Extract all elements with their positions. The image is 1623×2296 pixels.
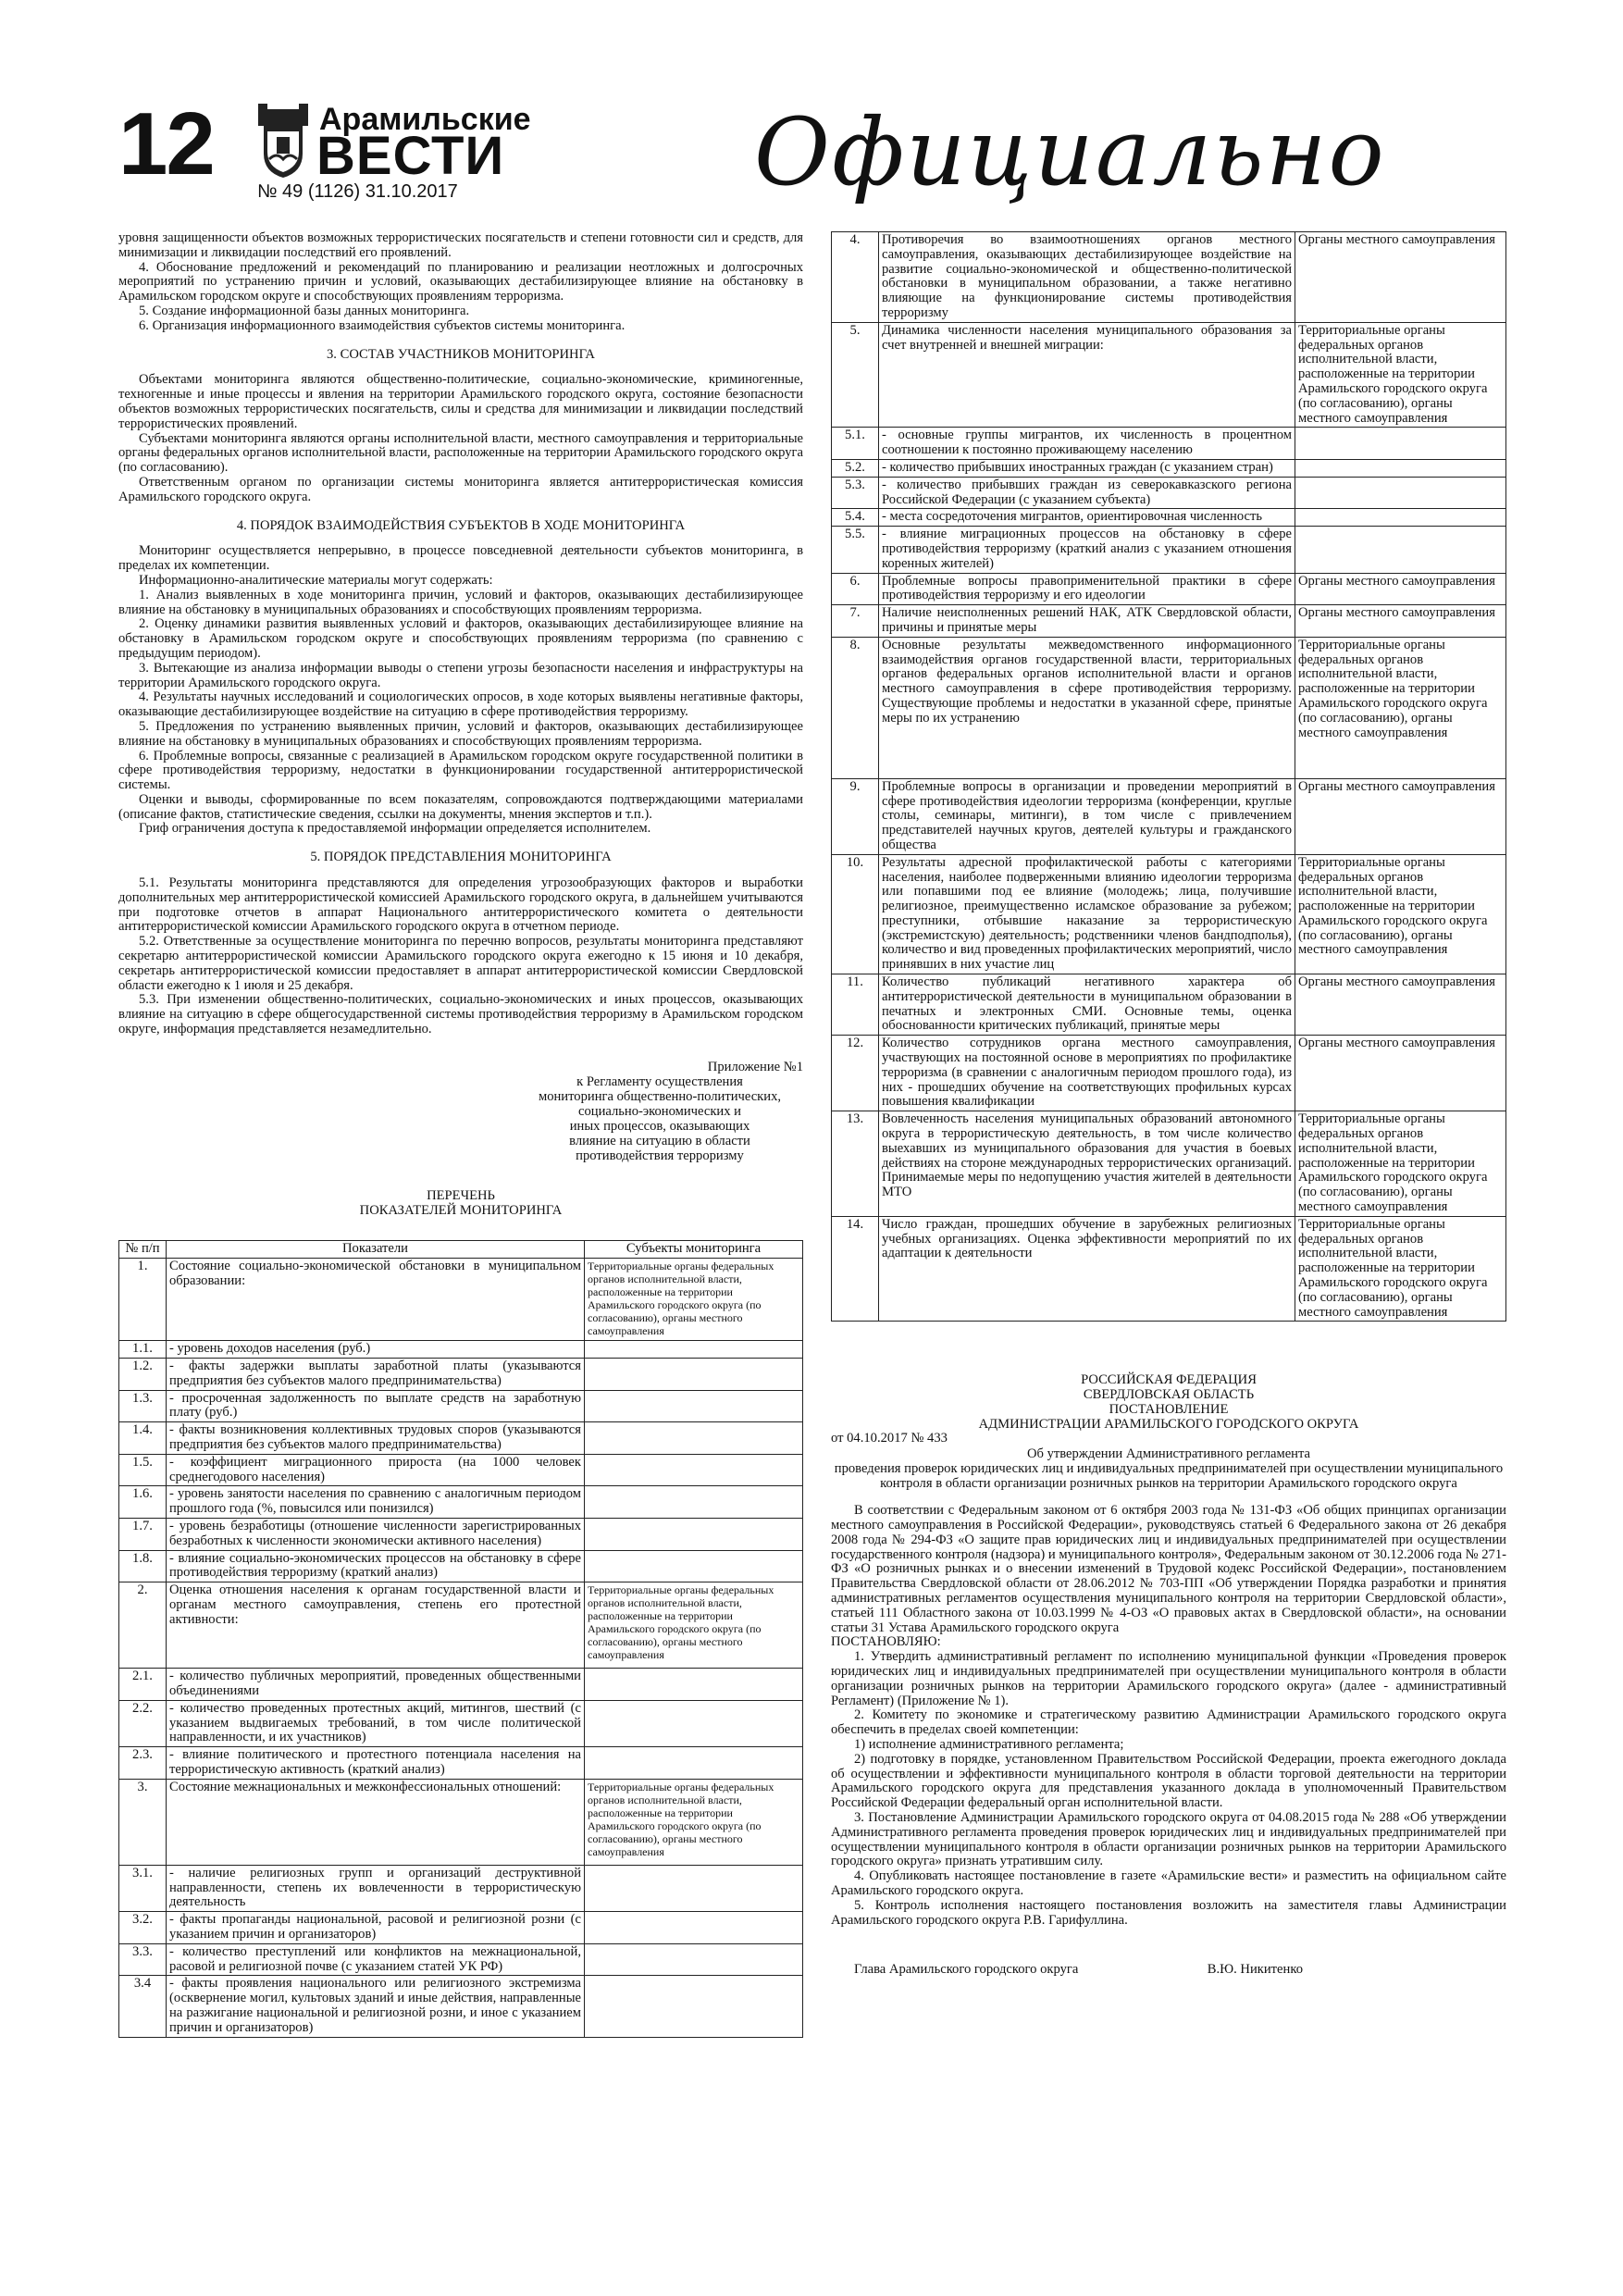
decree-heading-line: ПОСТАНОВЛЕНИЕ — [1109, 1402, 1229, 1418]
table-row — [119, 1912, 803, 1944]
indicator-text: Количество публикаций негативного характера об антитеррористической деятельности в муниципальном образовании в печатных и электронных СМИ. Основные темы, оценка обоснованности критических публикаций, принятые меры — [879, 974, 1295, 1036]
list-title-line: ПЕРЕЧЕНЬ — [427, 1187, 495, 1203]
row-number: 8. — [832, 637, 879, 778]
indicator-text: - факты пропаганды национальной, расовой и религиозной розни (с указанием причин и организаторов) — [167, 1912, 585, 1944]
appendix-line: иных процессов, оказывающих — [569, 1118, 750, 1134]
row-number: 7. — [832, 605, 879, 638]
paragraph: 6. Организация информационного взаимодействия субъектов системы мониторинга. — [139, 317, 626, 333]
indicator-text: Число граждан, прошедших обучение в зарубежных религиозных учебных организациях. Оценка эффективности мероприятий по их адаптации к деятельности — [879, 1216, 1295, 1322]
section-heading: 3. СОСТАВ УЧАСТНИКОВ МОНИТОРИНГА — [327, 346, 595, 362]
monitoring-subjects: Органы местного самоуправления — [1295, 778, 1506, 854]
appendix-line: влияние на ситуацию в области — [569, 1133, 750, 1148]
decree-item: 1) исполнение административного регламента; — [854, 1736, 1124, 1752]
row-number: 1.1. — [119, 1341, 167, 1359]
table-row — [119, 1422, 803, 1455]
paragraph: 1. Анализ выявленных в ходе мониторинга причин, условий и факторов, оказывающих дестабилизирующее влияние на обстановку в муниципальных образованиях и способствующих проявлениям терроризма. — [118, 587, 803, 617]
indicator-text: Вовлеченность населения муниципальных образований автономного округа в террористическую деятельность, в том числе количество выехавших из муниципального образования для участия в боевых действиях на стороне международных террористических организаций. Принимаемые меры по недопущению участия жителей в деятельности МТО — [879, 1111, 1295, 1217]
row-number: 5.2. — [832, 459, 879, 477]
paragraph: 5. Предложения по устранению выявленных причин, условий и факторов, оказывающих дестабилизирующее влияние на обстановку в муниципальных образованиях и способствующих проявлениям терроризма. — [118, 718, 803, 749]
appendix-line: Приложение №1 — [707, 1059, 803, 1074]
indicator-text: - влияние политического и протестного потенциала населения на террористическую активность (краткий анализ) — [167, 1747, 585, 1780]
monitoring-subjects: Территориальные органы федеральных органов исполнительной власти, расположенные на территории Арамильского городского округа (по согласованию), органы местного самоуправления — [585, 1779, 803, 1865]
indicator-text: - уровень занятости населения по сравнению с аналогичным периодом прошлого года (%, повысился или понизился) — [167, 1486, 585, 1519]
indicator-text: - количество прибывших иностранных граждан (с указанием стран) — [879, 459, 1295, 477]
indicators-table-continued — [831, 231, 1506, 1322]
table-row — [119, 1454, 803, 1486]
monitoring-subjects: Территориальные органы федеральных органов исполнительной власти, расположенные на территории Арамильского городского округа (по согласованию), органы местного самоуправления — [1295, 637, 1506, 778]
table-row — [832, 322, 1506, 428]
coat-of-arms-icon — [254, 104, 312, 180]
left-column — [118, 231, 803, 2038]
paragraph: 2. Оценку динамики развития выявленных условий и факторов, оказывающих дестабилизирующее влияние на обстановку в Арамильском городском округе и способствующих проявлениям терроризма (по сравнению с предыдущим периодом). — [118, 616, 803, 661]
indicator-text: - уровень доходов населения (руб.) — [167, 1341, 585, 1359]
row-number: 11. — [832, 974, 879, 1036]
table-row — [119, 1700, 803, 1746]
indicator-text: Результаты адресной профилактической работы с категориями населения, наиболее подверженными влиянию идеологии терроризма или попавшими под ее влияние (молодежь; лица, получившие религиозное, преимущественно исламское образование за рубежом; преступники, отбывшие наказание за террористическую (экстремистскую) деятельность; родственники членов бандподполья), количество и вид проведенных профилактических мероприятий, число принявших в них участие лиц — [879, 854, 1295, 974]
table-row — [832, 1111, 1506, 1217]
paragraph: Мониторинг осуществляется непрерывно, в процессе повседневной деятельности субъектов мониторинга, в пределах их компетенции. — [118, 543, 803, 574]
monitoring-subjects: Органы местного самоуправления — [1295, 974, 1506, 1036]
table-row — [119, 1341, 803, 1359]
decree-item: 1. Утвердить административный регламент по исполнению муниципальной функции «Проведения проверок юридических лиц и индивидуальных предпринимателей при осуществлении муниципального контроля в области организации розничных рынков на территории Арамильского городского округа» (далее - административный Регламент) (Приложение № 1). — [831, 1649, 1506, 1708]
monitoring-subjects: Территориальные органы федеральных органов исполнительной власти, расположенные на территории Арамильского городского округа (по согласованию), органы местного самоуправления — [1295, 322, 1506, 428]
indicator-text: Наличие неисполненных решений НАК, АТК Свердловской области, причины и принятые меры — [879, 605, 1295, 638]
monitoring-subjects — [585, 1390, 803, 1422]
table-row — [832, 428, 1506, 460]
monitoring-subjects — [585, 1519, 803, 1551]
row-number: 1.2. — [119, 1359, 167, 1391]
list-title — [118, 1189, 803, 1219]
table-row — [832, 509, 1506, 527]
table-row — [119, 1779, 803, 1865]
table-header-cell: № п/п — [119, 1241, 167, 1259]
table-row — [119, 1359, 803, 1391]
table-row — [119, 1943, 803, 1976]
decree-item: 5. Контроль исполнения настоящего постановления возложить на заместителя главы Администрации Арамильского городского округа Р.В. Гарифуллина. — [831, 1897, 1506, 1928]
table-row — [119, 1486, 803, 1519]
row-number: 2. — [119, 1582, 167, 1669]
table-row — [832, 854, 1506, 974]
paragraph: 5.2. Ответственные за осуществление мониторинга по перечню вопросов, результаты мониторинга представляют секретарю антитеррористической комиссии Арамильского городского округа ежегодно к 15 июня и 10 декабря, секретарь антитеррористической комиссии предоставляет в аппарат антитеррористической комиссии Свердловской области ежегодно к 1 июля и 25 декабря. — [118, 934, 803, 993]
issue-info: № 49 (1126) 31.10.2017 — [257, 181, 458, 202]
decree-item: 2. Комитету по экономике и стратегическому развитию Администрации Арамильского городского округа обеспечить в пределах своей компетенции: — [831, 1707, 1506, 1738]
row-number: 5.5. — [832, 527, 879, 573]
page-number: 12 — [118, 94, 214, 193]
indicator-text: - коэффициент миграционного прироста (на 1000 человек среднегодового населения) — [167, 1454, 585, 1486]
section-title: Официально — [754, 98, 1386, 206]
paragraph: Ответственным органом по организации системы мониторинга является антитеррористическая комиссия Арамильского городского округа. — [118, 474, 803, 504]
page-header — [0, 0, 1623, 222]
indicator-text: - факты возникновения коллективных трудовых споров (указываются предприятия без субъектов малого предпринимательства) — [167, 1422, 585, 1455]
row-number: 9. — [832, 778, 879, 854]
row-number: 1.7. — [119, 1519, 167, 1551]
decree-title-line: проведения проверок юридических лиц и индивидуальных предпринимателей при осуществлении муниципального контроля в области организации розничных рынков на территории Арамильского городского округа — [834, 1461, 1504, 1492]
decree-heading-line: АДМИНИСТРАЦИИ АРАМИЛЬСКОГО ГОРОДСКОГО ОКРУГА — [978, 1417, 1359, 1433]
table-row — [832, 974, 1506, 1036]
section-heading: 5. ПОРЯДОК ПРЕДСТАВЛЕНИЯ МОНИТОРИНГА — [310, 850, 612, 865]
row-number: 1.8. — [119, 1550, 167, 1582]
monitoring-subjects — [585, 1747, 803, 1780]
indicator-text: Динамика численности населения муниципального образования за счет внутренней и внешней миграции: — [879, 322, 1295, 428]
monitoring-subjects — [585, 1865, 803, 1911]
monitoring-subjects: Органы местного самоуправления — [1295, 573, 1506, 605]
table-row — [832, 232, 1506, 323]
indicator-text: Проблемные вопросы в организации и проведении мероприятий в сфере противодействия идеологии терроризма (конференции, круглые столы, семинары, митинги), в том числе с привлечением представителей научных кругов, деятелей культуры и гражданского общества — [879, 778, 1295, 854]
monitoring-subjects — [585, 1454, 803, 1486]
indicator-text: - факты задержки выплаты заработной платы (указываются предприятия без субъектов малого предпринимательства) — [167, 1359, 585, 1391]
appendix-line: к Регламенту осуществления — [576, 1074, 743, 1089]
paragraph: 5.1. Результаты мониторинга представляются для определения угрозообразующих факторов и выработки дополнительных мер антитеррористической комиссией Арамильского городского округа, в дальнейшем учитываются при подготовке отчетов в аппарат Национального антитеррористического комитета о деятельности антитеррористической комиссии Арамильского городского округа в отчетном периоде. — [118, 875, 803, 935]
monitoring-subjects — [1295, 477, 1506, 509]
table-row — [832, 573, 1506, 605]
paragraph: 6. Проблемные вопросы, связанные с реализацией в Арамильском городском округе государственной политики в сфере противодействия терроризму, недостатки в функционировании государственной антитеррористической системы. — [118, 748, 803, 793]
indicator-text: - места сосредоточения мигрантов, ориентировочная численность — [879, 509, 1295, 527]
monitoring-subjects — [585, 1359, 803, 1391]
indicator-text: Оценка отношения населения к органам государственной власти и органам местного самоуправления, степень его протестной активности: — [167, 1582, 585, 1669]
monitoring-subjects: Территориальные органы федеральных органов исполнительной власти, расположенные на территории Арамильского городского округа (по согласованию), органы местного самоуправления — [1295, 1111, 1506, 1217]
row-number: 3.4 — [119, 1976, 167, 2037]
monitoring-subjects — [585, 1912, 803, 1944]
list-title-line: ПОКАЗАТЕЛЕЙ МОНИТОРИНГА — [359, 1202, 563, 1218]
logo-subtitle: Арамильские — [319, 102, 531, 137]
decree-item: 4. Опубликовать настоящее постановление в газете «Арамильские вести» и разместить на официальном сайте Арамильского городского округа. — [831, 1868, 1506, 1898]
decree-heading-line: СВЕРДЛОВСКАЯ ОБЛАСТЬ — [1083, 1387, 1255, 1403]
paragraph: 5.3. При изменении общественно-политических, социально-экономических и иных процессов, оказывающих влияние на ситуацию в сфере общегосударственной системы противодействия терроризму в Арамильском городском округе, информация представляется незамедлительно. — [118, 992, 803, 1037]
signature-line — [831, 1963, 1506, 1978]
paragraph: 4. Обоснование предложений и рекомендаций по планированию и реализации неотложных и долгосрочных мероприятий по устранению причин и условий, оказывающих дестабилизирующее влияние на обстановку в Арамильском городском округе и способствующих проявлениям терроризма. — [118, 259, 803, 304]
row-number: 5.3. — [832, 477, 879, 509]
row-number: 1.4. — [119, 1422, 167, 1455]
row-number: 3.3. — [119, 1943, 167, 1976]
table-row — [832, 477, 1506, 509]
indicator-text: - наличие религиозных групп и организаций деструктивной направленности, степень их вовлеченности в террористическую деятельность — [167, 1865, 585, 1911]
row-number: 14. — [832, 1216, 879, 1322]
indicator-text: Состояние межнациональных и межконфессиональных отношений: — [167, 1779, 585, 1865]
table-row — [832, 605, 1506, 638]
decree — [831, 1372, 1506, 1978]
table-row — [832, 459, 1506, 477]
row-number: 5.1. — [832, 428, 879, 460]
row-number: 2.1. — [119, 1669, 167, 1701]
decree-preamble: В соответствии с Федеральным законом от 6 октября 2003 года № 131-ФЗ «Об общих принципах организации местного самоуправления в Российской Федерации», руководствуясь статьей 6 Федерального закона от 26 декабря 2008 года № 294-ФЗ «О защите прав юридических лиц и индивидуальных предпринимателей при осуществлении государственного контроля (надзора) и муниципального контроля», Федеральным законом от 30.12.2006 года № 271-ФЗ «О розничных рынках и о внесении изменений в Трудовой кодекс Российской Федерации», постановлением Правительства Свердловской области от 28.06.2012 № 703-ПП «Об утверждении Порядка разработки и принятия административных регламентов осуществления муниципального контроля на территории Свердловской области», статьей 111 Областного закона от 10.03.1999 № 4-ОЗ «О правовых актах в Свердловской области», на основании статьи 31 Устава Арамильского городского округа — [831, 1503, 1506, 1635]
table-row — [832, 637, 1506, 778]
row-number: 2.2. — [119, 1700, 167, 1746]
monitoring-subjects — [585, 1422, 803, 1455]
logo-title: ВЕСТИ — [316, 126, 505, 186]
monitoring-subjects: Территориальные органы федеральных органов исполнительной власти, расположенные на территории Арамильского городского округа (по согласованию), органы местного самоуправления — [1295, 1216, 1506, 1322]
table-row — [832, 778, 1506, 854]
decree-resolve: ПОСТАНОВЛЯЮ: — [831, 1634, 941, 1650]
table-header-cell: Субъекты мониторинга — [585, 1241, 803, 1259]
row-number: 1.3. — [119, 1390, 167, 1422]
appendix-line: противодействия терроризму — [576, 1148, 744, 1163]
table-row — [119, 1259, 803, 1341]
appendix-line: мониторинга общественно-политических, — [538, 1088, 782, 1104]
monitoring-subjects: Территориальные органы федеральных органов исполнительной власти, расположенные на территории Арамильского городского округа (по согласованию), органы местного самоуправления — [585, 1259, 803, 1341]
indicator-text: - просроченная задолженность по выплате средств на заработную плату (руб.) — [167, 1390, 585, 1422]
row-number: 12. — [832, 1036, 879, 1111]
monitoring-subjects — [1295, 459, 1506, 477]
decree-item: 3. Постановление Администрации Арамильского городского округа от 04.08.2015 года № 288 «Об утверждении Административного регламента проведения проверок юридических лиц и индивидуальных предпринимателей при осуществлении муниципального контроля в области организации розничных рынков на территории Арамильского городского округа» признать утратившим силу. — [831, 1809, 1506, 1869]
row-number: 1.5. — [119, 1454, 167, 1486]
paragraph: 4. Результаты научных исследований и социологических опросов, в ходе которых выявлены негативные факторы, оказывающие дестабилизирующее воздействие на ситуацию в сфере противодействия терроризму. — [118, 689, 803, 720]
monitoring-subjects — [1295, 527, 1506, 573]
monitoring-subjects — [585, 1550, 803, 1582]
signature-title: Глава Арамильского городского округа — [854, 1962, 1079, 1978]
indicators-table — [118, 1240, 803, 2037]
indicator-text: - количество публичных мероприятий, проведенных общественными объединениями — [167, 1669, 585, 1701]
indicator-text: Состояние социально-экономической обстановки в муниципальном образовании: — [167, 1259, 585, 1341]
table-row — [832, 1036, 1506, 1111]
row-number: 5. — [832, 322, 879, 428]
monitoring-subjects — [585, 1943, 803, 1976]
appendix-line: социально-экономических и — [577, 1103, 741, 1119]
monitoring-subjects: Территориальные органы федеральных органов исполнительной власти, расположенные на территории Арамильского городского округа (по согласованию), органы местного самоуправления — [1295, 854, 1506, 974]
indicator-text: - количество проведенных протестных акций, митингов, шествий (с указанием выдвигаемых требований, в том числе политической направленности, и их участников) — [167, 1700, 585, 1746]
monitoring-subjects — [585, 1976, 803, 2037]
indicator-text: Основные результаты межведомственного информационного взаимодействия органов государственной власти, территориальных органов федеральных органов исполнительной власти и органов местного самоуправления в сфере противодействия терроризму. Существующие проблемы и недостатки в указанной сфере, принятые меры по их устранению — [879, 637, 1295, 778]
row-number: 1. — [119, 1259, 167, 1341]
appendix-note — [516, 1060, 803, 1163]
right-column — [831, 231, 1506, 1978]
table-row — [119, 1865, 803, 1911]
section-heading: 4. ПОРЯДОК ВЗАИМОДЕЙСТВИЯ СУБЪЕКТОВ В ХОДЕ МОНИТОРИНГА — [236, 517, 686, 533]
decree-date: от 04.10.2017 № 433 — [831, 1431, 948, 1446]
row-number: 2.3. — [119, 1747, 167, 1780]
paragraph: Информационно-аналитические материалы могут содержать: — [139, 572, 493, 588]
indicator-text: - влияние миграционных процессов на обстановку в сфере противодействия терроризму (краткий анализ с указанием отношения коренных жителей) — [879, 527, 1295, 573]
table-row — [119, 1976, 803, 2037]
paragraph: уровня защищенности объектов возможных террористических посягательств и степени готовности сил и средств, для минимизации и ликвидации последствий его проявлений. — [118, 230, 803, 260]
indicator-text: - количество прибывших граждан из северокавказского региона Российской Федерации (с указанием субъекта) — [879, 477, 1295, 509]
indicator-text: Проблемные вопросы правоприменительной практики в сфере противодействия терроризму и его идеологии — [879, 573, 1295, 605]
paragraph: Гриф ограничения доступа к предоставляемой информации определяется исполнителем. — [139, 821, 651, 837]
row-number: 6. — [832, 573, 879, 605]
table-row — [832, 527, 1506, 573]
table-row — [119, 1390, 803, 1422]
paragraph: Оценки и выводы, сформированные по всем показателям, сопровождаются подтверждающими материалами (описание фактов, статистические сведения, ссылки на документы, мнения экспертов и т.п.). — [118, 791, 803, 822]
decree-heading-line: РОССИЙСКАЯ ФЕДЕРАЦИЯ — [1081, 1372, 1257, 1388]
monitoring-subjects: Органы местного самоуправления — [1295, 1036, 1506, 1111]
table-row — [119, 1550, 803, 1582]
paragraph: Объектами мониторинга являются общественно-политические, социально-экономические, криминогенные, техногенные и иные процессы и явления на территории Арамильского городского округа, состояние безопасности объектов возможных террористических посягательств, силы и средства для минимизации и ликвидации последствий террористических проявлений. — [118, 372, 803, 431]
indicator-text: - уровень безработицы (отношение численности зарегистрированных безработных к численности экономически активного населения) — [167, 1519, 585, 1551]
indicator-text: - факты проявления национального или религиозного экстремизма (осквернение могил, культовых зданий и иные действия, направленные на разжигание национальной и религиозной розни, и иное с указанием причин и организаторов) — [167, 1976, 585, 2037]
row-number: 13. — [832, 1111, 879, 1217]
row-number: 5.4. — [832, 509, 879, 527]
indicator-text: - влияние социально-экономических процессов на обстановку в сфере противодействия терроризму (краткий анализ) — [167, 1550, 585, 1582]
monitoring-subjects — [1295, 509, 1506, 527]
table-row — [119, 1669, 803, 1701]
paragraph: 3. Вытекающие из анализа информации выводы о степени угрозы безопасности населения и инфраструктуры на территории Арамильского городского округа. — [118, 660, 803, 690]
monitoring-subjects — [1295, 428, 1506, 460]
indicator-text: - количество преступлений или конфликтов на межнациональной, расовой и религиозной почве (с указанием статей УК РФ) — [167, 1943, 585, 1976]
monitoring-subjects: Органы местного самоуправления — [1295, 605, 1506, 638]
monitoring-subjects — [585, 1486, 803, 1519]
decree-title-line: Об утверждении Административного регламента — [1026, 1446, 1311, 1462]
monitoring-subjects — [585, 1669, 803, 1701]
row-number: 3.1. — [119, 1865, 167, 1911]
row-number: 1.6. — [119, 1486, 167, 1519]
table-row — [119, 1747, 803, 1780]
decree-item: 2) подготовку в порядке, установленном Правительством Российской Федерации, проекта ежегодного доклада об осуществлении и эффективности муниципального контроля в области торговой деятельности на территории Арамильского городского округа для представления указанного доклада в уполномоченный Правительством Российской Федерации федеральный орган исполнительной власти. — [831, 1751, 1506, 1811]
monitoring-subjects — [585, 1341, 803, 1359]
table-row — [119, 1582, 803, 1669]
signature-name: В.Ю. Никитенко — [1207, 1962, 1303, 1978]
monitoring-subjects: Органы местного самоуправления — [1295, 232, 1506, 323]
row-number: 10. — [832, 854, 879, 974]
monitoring-subjects: Территориальные органы федеральных органов исполнительной власти, расположенные на территории Арамильского городского округа (по согласованию), органы местного самоуправления — [585, 1582, 803, 1669]
monitoring-subjects — [585, 1700, 803, 1746]
indicator-text: Противоречия во взаимоотношениях органов местного самоуправления, оказывающих дестабилизирующее воздействие на развитие социально-экономической и общественно-политической обстановки в муниципальном образовании, а также негативно влияющие на функционирование системы противодействия терроризму — [879, 232, 1295, 323]
table-row — [119, 1519, 803, 1551]
indicator-text: Количество сотрудников органа местного самоуправления, участвующих на постоянной основе в мероприятиях по профилактике терроризма (в сравнении с аналогичным периодом прошлого года), из них - прошедших обучение на соответствующих профильных курсах повышения квалификации — [879, 1036, 1295, 1111]
indicator-text: - основные группы мигрантов, их численность в процентном соотношении к постоянно проживающему населению — [879, 428, 1295, 460]
table-row — [832, 1216, 1506, 1322]
row-number: 3.2. — [119, 1912, 167, 1944]
paragraph: 5. Создание информационной базы данных мониторинга. — [139, 303, 470, 318]
row-number: 3. — [119, 1779, 167, 1865]
paragraph: Субъектами мониторинга являются органы исполнительной власти, местного самоуправления и территориальные органы федеральных органов исполнительной власти, расположенные на территории Арамильского городского округа (по согласованию). — [118, 430, 803, 476]
row-number: 4. — [832, 232, 879, 323]
table-header-cell: Показатели — [167, 1241, 585, 1259]
